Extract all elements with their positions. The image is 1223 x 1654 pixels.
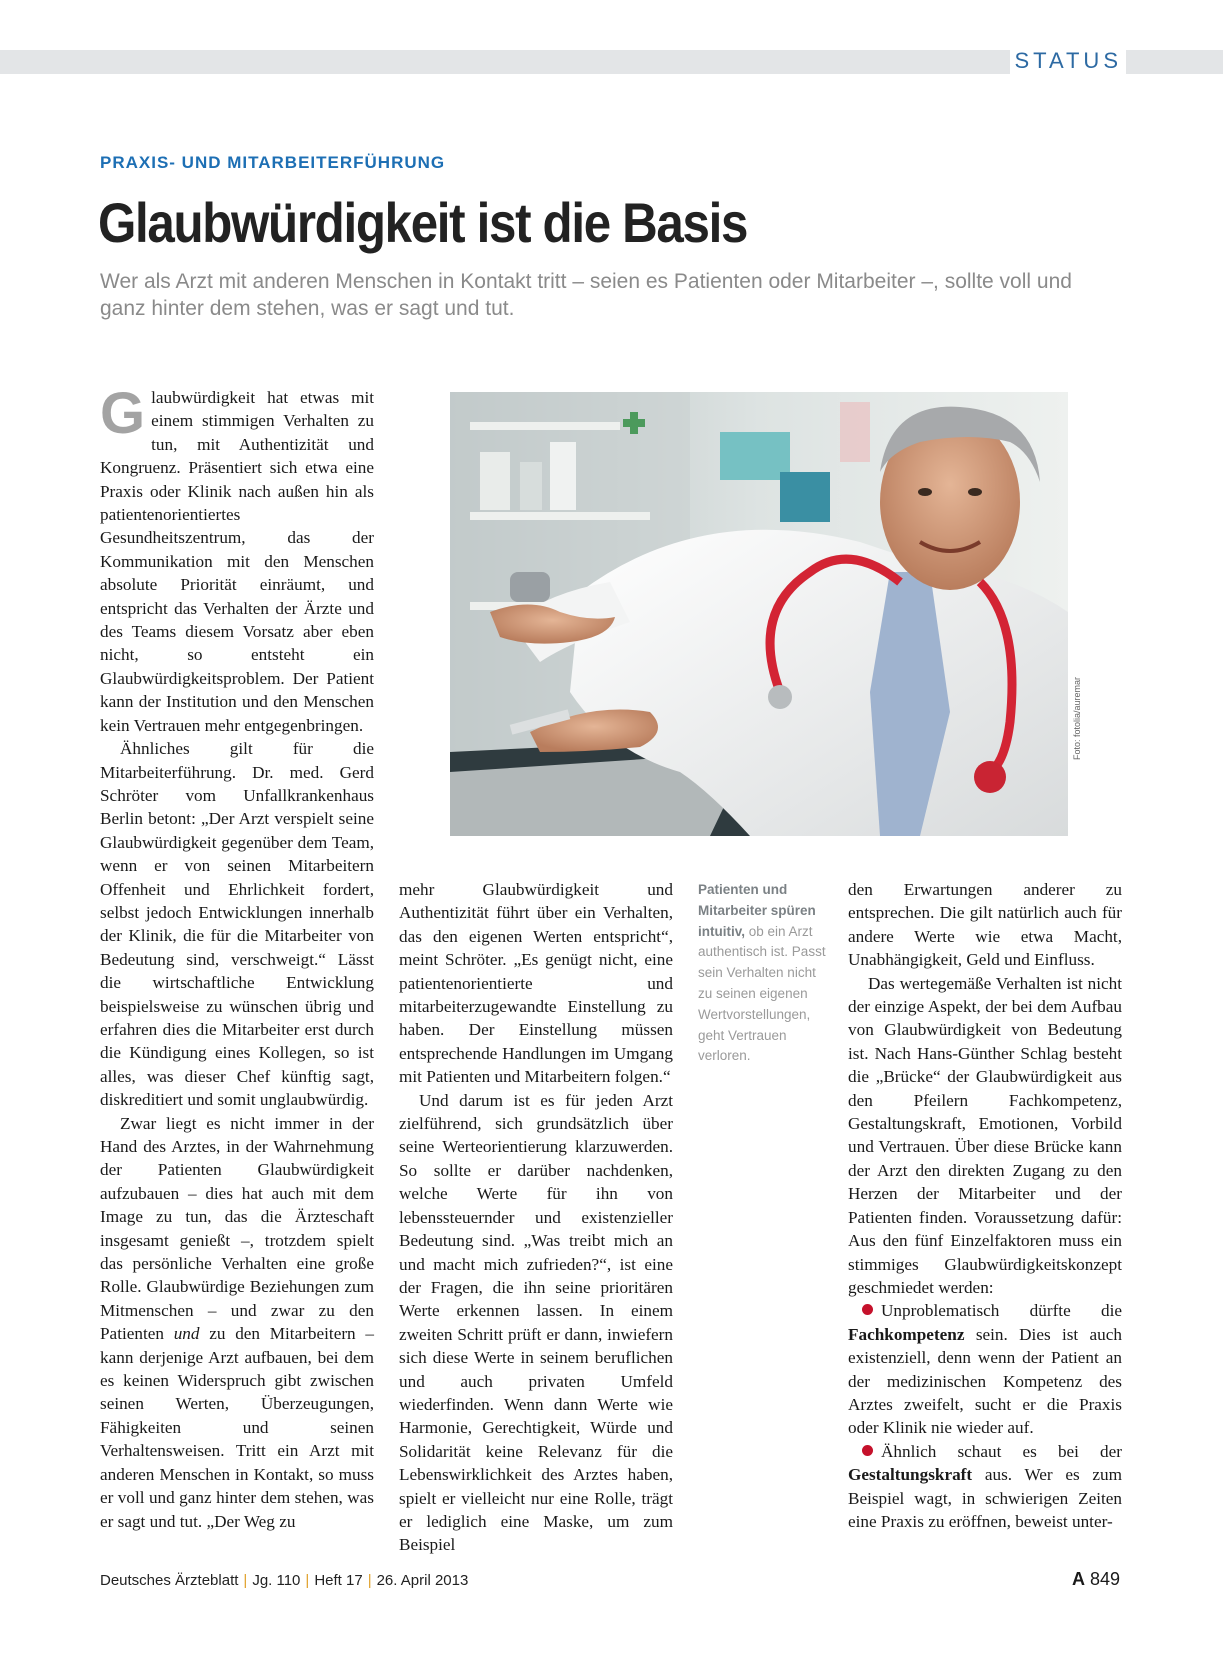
bullet-bold: Gestaltungskraft [848,1465,973,1485]
paragraph: den Erwartungen anderer zu entsprechen. Die gilt natürlich auch für andere Werte wie etwa Macht, Unabhängigkeit, Geld und Einfluss. [848,880,1122,970]
paragraph [100,381,374,737]
page-number-value: 849 [1089,1569,1120,1589]
bullet-text: aus. Wer es zum Beispiel wagt, in schwierigen Zeiten eine Praxis zu eröffnen, beweist unter- [848,1465,1122,1531]
photo-credit: Foto: fotolia/auremar [1072,676,1082,760]
page-number [1072,1569,1120,1590]
bullet-text: sein. Dies ist auch existenziell, denn wenn der Patient an der medizinischen Kompetenz des Arztes zweifelt, sucht er die Praxis oder Klinik nie wieder auf. [848,1324,1122,1438]
paragraph: Ähnliches gilt für die Mitarbeiterführung. Dr. med. Gerd Schröter vom Unfallkrankenhaus Berlin betont: „Der Arzt verspielt seine Glaubwürdigkeit gegenüber dem Team, wenn er von seinen Mitarbeitern Offenheit und Ehrlichkeit fordert, selbst jedoch Entwicklungen innerhalb der Klinik, die für die Mitarbeiter von Bedeutung sind, verschweigt.“ Lässt die wirtschaftliche Entwicklung beispielsweise zu wünschen übrig und erfahren dies die Mitarbeiter erst durch die Kündigung eines Kollegen, so ist alles, was dieser Chef künftig sagt, diskreditiert und somit unglaubwürdig. [100,739,374,1110]
publication-name: Deutsches Ärzteblatt [100,1572,239,1589]
text-column-4 [848,878,1122,1533]
bullet-icon [862,1445,873,1456]
page-footer: Deutsches Ärzteblatt | Jg. 110 | Heft 17 | 26. April 2013 [100,1572,469,1589]
caption-bold: Patienten und Mitarbeiter spüren intuitiv, [698,882,816,939]
page-prefix: A [1071,1569,1085,1589]
bullet-text: Unproblematisch dürfte die [881,1301,1122,1321]
article-kicker: PRAXIS- UND MITARBEITERFÜHRUNG [100,153,446,172]
paragraph [100,1112,374,1533]
volume: Jg. 110 [252,1572,301,1589]
bullet-item [848,1440,1122,1534]
issue-date: 26. April 2013 [376,1572,469,1589]
paragraph: Und darum ist es für jeden Arzt zielführend, sich grundsätzlich über seine Werteorientierung klarzuwerden. So sollte er darüber nachdenken, welche Werte für ihn von lebenssteuernder und existenzieller Bedeutung sind. „Was treibt mich an und macht mich zufrieden?“, ist eine der Fragen, die ihn seine prioritären Werte erkennen lassen. In einem zweiten Schritt prüft er dann, inwiefern sich diese Werte in seinem beruflichen und auch privaten Umfeld wiederfinden. Wenn dann Werte wie Harmonie, Gerechtigkeit, Würde und Solidarität keine Relevanz für die Lebenswirklichkeit des Arztes haben, spielt er vielleicht nur eine Rolle, trägt er lediglich eine Maske, um zum Beispiel [399,1090,673,1555]
text-column-1 [100,381,374,1533]
doctor-photo [450,392,1068,836]
emphasis: und [173,1324,200,1344]
bullet-item [848,1299,1122,1439]
bullet-text: Ähnlich schaut es bei der [881,1441,1122,1461]
issue: Heft 17 [314,1572,363,1589]
paragraph: mehr Glaubwürdigkeit und Authentizität führt über ein Verhalten, das den eigenen Werten entspricht“, meint Schröter. „Es genügt nicht, eine patientenorientierte und mitarbeiterzugewandte Einstellung zu haben. Der Einstellung müssen entsprechende Handlungen im Umgang mit Patienten und Mitarbeitern folgen.“ [399,880,673,1087]
paragraph-text: zu den Mitarbeitern – kann derjenige Arzt aufbauen, bei dem es keinen Widerspruch gibt zwischen seinen Werten, Überzeugungen, Fähigkeiten und seinen Verhaltensweisen. Tritt ein Arzt mit anderen Menschen in Kontakt, so muss er voll und ganz hinter dem stehen, was er sagt und tut. „Der Weg zu [100,1324,374,1531]
photo-caption [698,880,828,1067]
bullet-bold: Fachkompetenz [848,1324,965,1344]
paragraph: Das wertegemäße Verhalten ist nicht der einzige Aspekt, der bei dem Aufbau von Glaubwürdigkeit von Bedeutung ist. Nach Hans-Günther Schlag besteht die „Brücke“ der Glaubwürdigkeit aus den Pfeilern Fachkompetenz, Gestaltungskraft, Emotionen, Vorbild und Vertrauen. Über diese Brücke kann der Arzt den direkten Zugang zu den Herzen der Mitarbeiter und der Patienten finden. Voraussetzung dafür: Aus den fünf Einzelfaktoren muss ein stimmiges Glaubwürdigkeitskonzept geschmiedet werden: [848,973,1122,1297]
bullet-icon [862,1304,873,1315]
paragraph-text: laubwürdigkeit hat etwas mit einem stimmigen Verhalten zu tun, mit Authentizität und Kongruenz. Präsentiert sich etwa eine Praxis oder Klinik nach außen hin als patientenorientiertes Gesundheitszentrum, das der Kommunikation mit den Menschen absolute Priorität einräumt, und entspricht das Verhalten der Ärzte und des Teams diesem Vorsatz aber eben nicht, so entsteht ein Glaubwürdigkeitsproblem. Der Patient kann der Institution und den Menschen kein Vertrauen mehr entgegenbringen. [100,388,374,735]
article-standfirst: Wer als Arzt mit anderen Menschen in Kontakt tritt – seien es Patienten oder Mitarbeiter –, sollte voll und ganz hinter dem stehen, was er sagt und tut. [100,270,1072,320]
article-headline: Glaubwürdigkeit ist die Basis [98,191,748,254]
paragraph-text: Zwar liegt es nicht immer in der Hand des Arztes, in der Wahrnehmung der Patienten Glaubwürdigkeit aufzubauen – dies hat auch mit dem Image zu tun, das die Ärzteschaft insgesamt genießt –, trotzdem spielt das persönliche Verhalten eine große Rolle. Glaubwürdige Beziehungen zum Mitmenschen – und zwar zu den Patienten [100,1113,374,1344]
drop-cap: G [100,381,146,446]
section-label: STATUS [1010,47,1126,75]
caption-text: ob ein Arzt authentisch ist. Passt sein Verhalten nicht zu seinen eigenen Wertvorstellungen, geht Vertrauen verloren. [698,923,826,1064]
text-column-2 [399,878,673,1557]
